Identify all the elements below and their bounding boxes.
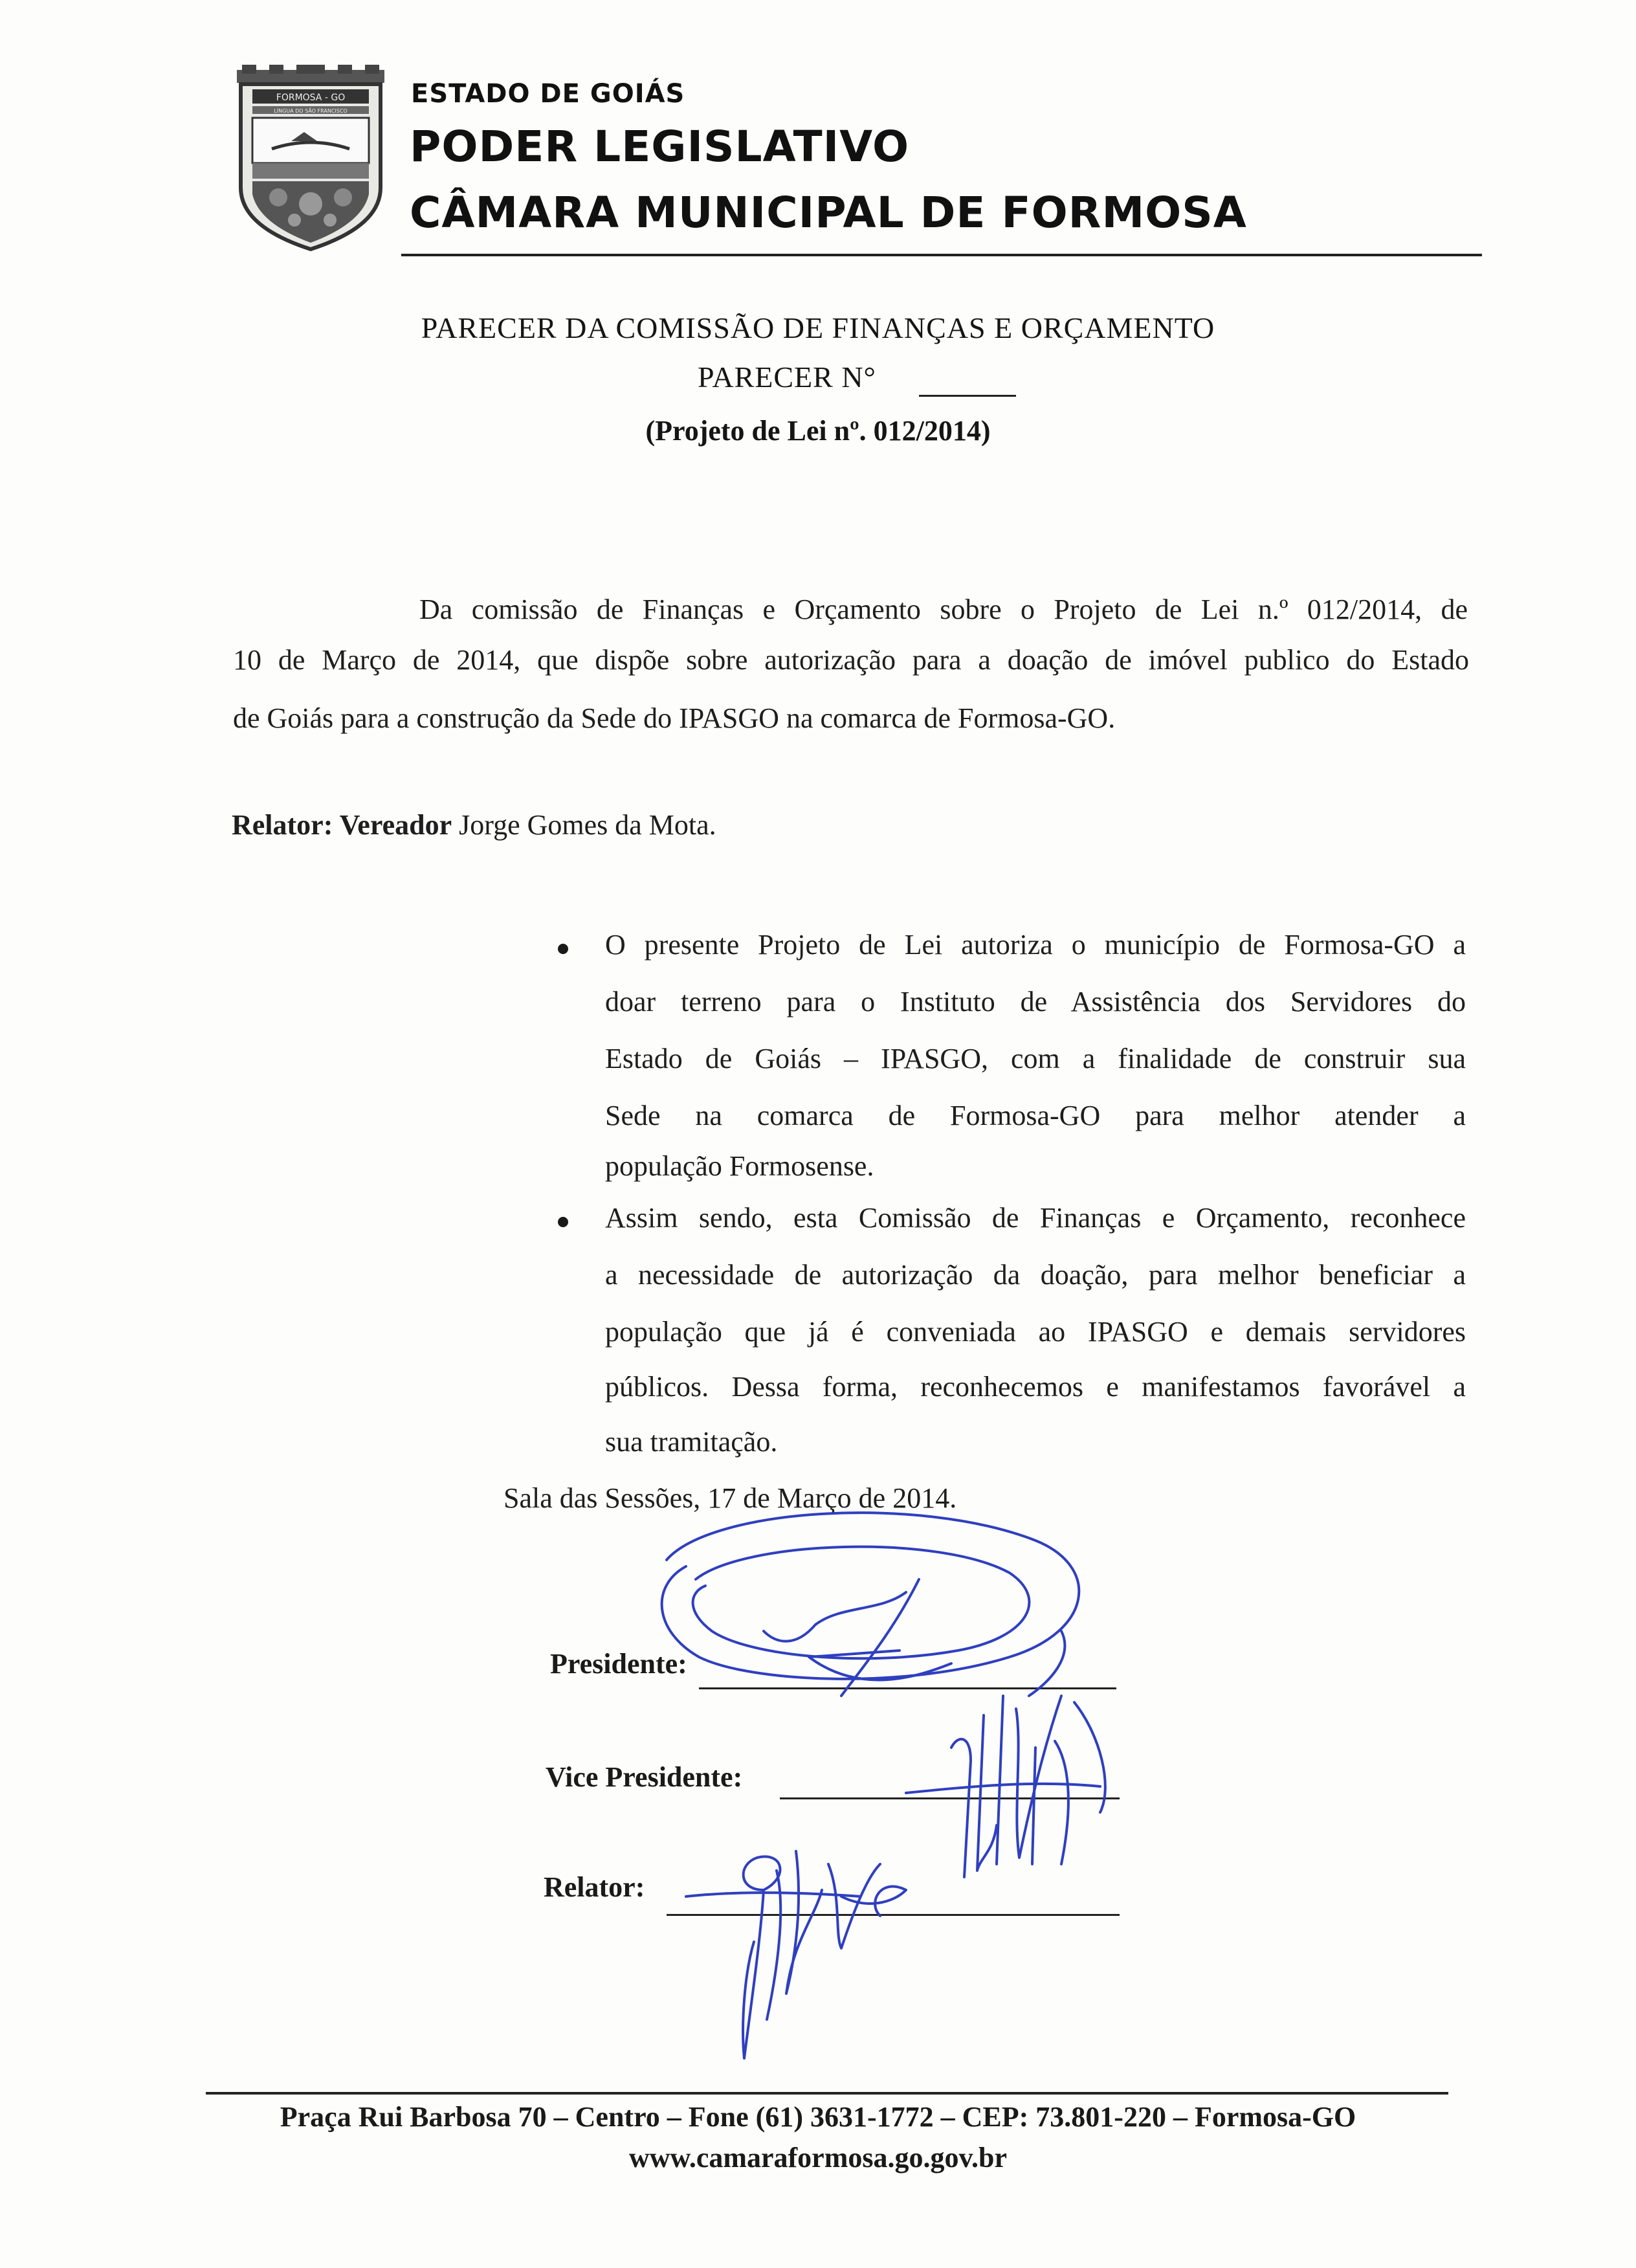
bullet-2-line-2: a necessidade de autorização da doação, para melhor beneficiar a xyxy=(605,1259,1466,1291)
footer-divider xyxy=(206,2092,1448,2095)
bullet-1-line-1: O presente Projeto de Lei autoriza o município de Formosa-GO a xyxy=(605,929,1466,961)
opinion-number-label: PARECER N° xyxy=(698,361,876,394)
header-chamber-name: CÂMARA MUNICIPAL DE FORMOSA xyxy=(410,188,1247,238)
document-title: PARECER DA COMISSÃO DE FINANÇAS E ORÇAMENTO xyxy=(421,311,1215,344)
project-reference: (Projeto de Lei nº. 012/2014) xyxy=(645,415,991,447)
svg-text:LÍNGUA DO SÃO FRANCISCO: LÍNGUA DO SÃO FRANCISCO xyxy=(274,108,348,114)
rapporteur-signature-line xyxy=(667,1914,1120,1916)
header-state: ESTADO DE GOIÁS xyxy=(411,79,685,109)
municipal-crest-logo xyxy=(233,65,388,252)
bullet-1-line-5: população Formosense. xyxy=(605,1150,874,1182)
president-signature-line xyxy=(699,1687,1116,1689)
intro-line-1: Da comissão de Finanças e Orçamento sobre o Projeto de Lei n.º 012/2014, de xyxy=(419,594,1468,625)
rapporteur-signature xyxy=(686,1851,906,2058)
bullet-1-line-2: doar terreno para o Instituto de Assistência dos Servidores do xyxy=(605,986,1466,1017)
svg-text:FORMOSA - GO: FORMOSA - GO xyxy=(276,93,346,103)
bullet-2-line-4: públicos. Dessa forma, reconhecemos e manifestamos favorável a xyxy=(605,1371,1466,1403)
footer-address: Praça Rui Barbosa 70 – Centro – Fone (61) 3631-1772 – CEP: 73.801-220 – Formosa-GO xyxy=(280,2101,1356,2133)
header-divider xyxy=(401,254,1482,256)
intro-line-3: de Goiás para a construção da Sede do IPASGO na comarca de Formosa-GO. xyxy=(233,702,1116,734)
rapporteur-label: Relator: Vereador xyxy=(232,809,452,841)
vice-president-signature-line xyxy=(780,1797,1120,1799)
session-date: Sala das Sessões, 17 de Março de 2014. xyxy=(503,1482,957,1514)
bullet-1-line-3: Estado de Goiás – IPASGO, com a finalidade de construir sua xyxy=(605,1043,1466,1074)
header-legislative-power: PODER LEGISLATIVO xyxy=(410,122,910,172)
bullet-icon xyxy=(558,944,568,954)
intro-line-2: 10 de Março de 2014, que dispõe sobre autorização para a doação de imóvel publico do Estado xyxy=(233,644,1469,676)
vice-president-label: Vice Presidente: xyxy=(546,1761,743,1793)
bullet-icon xyxy=(558,1217,568,1227)
president-label: Presidente: xyxy=(550,1648,687,1680)
bullet-2-line-1: Assim sendo, esta Comissão de Finanças e Orçamento, reconhece xyxy=(605,1202,1466,1234)
bullet-2-line-3: população que já é conveniada ao IPASGO e demais servidores xyxy=(605,1316,1466,1348)
rapporteur-line xyxy=(232,806,716,845)
bullet-2-line-5: sua tramitação. xyxy=(605,1426,778,1458)
rapporteur-name: Jorge Gomes da Mota. xyxy=(459,809,716,841)
rapporteur-signature-label: Relator: xyxy=(544,1871,645,1903)
footer-website: www.camaraformosa.go.gov.br xyxy=(628,2142,1008,2174)
vice-president-signature xyxy=(906,1696,1105,1877)
bullet-1-line-4: Sede na comarca de Formosa-GO para melhor atender a xyxy=(605,1100,1466,1131)
president-signature xyxy=(662,1513,1079,1696)
opinion-number-blank xyxy=(919,395,1016,397)
